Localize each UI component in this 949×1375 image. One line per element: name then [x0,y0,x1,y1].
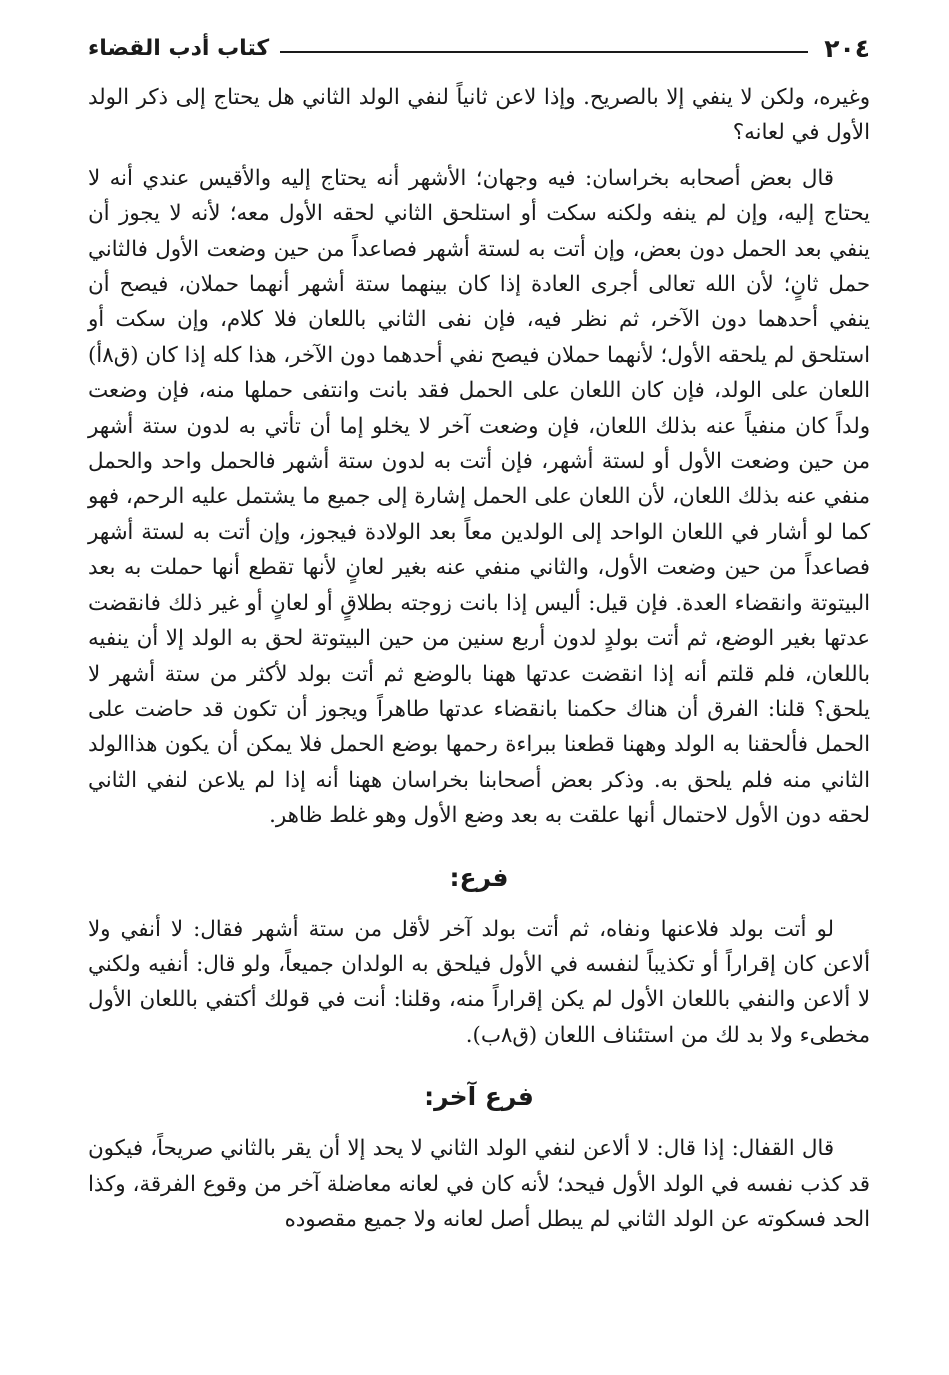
paragraph-continuation: وغيره، ولكن لا ينفي إلا بالصريح. وإذا لاعن ثانياً لنفي الولد الثاني هل يحتاج إلى ذكر الولد الأول في لعانه؟ [88,85,870,146]
paragraph-another-branch: قال القفال: إذا قال: لا ألاعن لنفي الولد الثاني لا يحد إلا أن يقر بالثاني صريحاً، فيكون قد كذب نفسه في الولد الأول فيحد؛ لأنه كان في لعانه معاضلة آخر من وقوع الفرقة، وكذا الحد فسكوته عن الولد الثاني لم يبطل أصل لعانه ولا جميع مقصوده [88,1136,870,1232]
page-number: ٢٠٤ [824,34,870,63]
paragraph-main-discussion: قال بعض أصحابه بخراسان: فيه وجهان؛ الأشهر أنه يحتاج إليه والأقيس عندي أنه لا يحتاج إليه، وإن لم ينفه ولكنه سكت أو استلحق الثاني لحقه الأول معه؛ لأنه لا يجوز أن ينفي بعد الحمل دون بعض، وإن أتت به لستة أشهر فصاعداً من حين وضعت الأول فالثاني حمل ثانٍ؛ لأن الله تعالى أجرى العادة إذا كان بينهما ستة أشهر أنهما حملان، فيصح أن ينفي أحدهما دون الآخر، ثم نظر فيه، فإن نفى الثاني باللعان فلا كلام، وإن سكت أو استلحق لم يلحقه الأول؛ لأنهما حملان فيصح نفي أحدهما دون الآخر، هذا كله إذا كان (ق٨أ) اللعان على الولد، فإن كان اللعان على الحمل فقد بانت وانتفى حملها منه، فإن وضعت ولداً كان منفياً عنه بذلك اللعان، فإن وضعت آخر لا يخلو إما أن تأتي به لدون ستة أشهر من حين وضعت الأول أو لستة أشهر، فإن أتت به لدون ستة أشهر فالحمل واحد والحمل منفي عنه بذلك اللعان، لأن اللعان على الحمل إشارة إلى جميع ما يشتمل عليه الرحم، فهو كما لو أشار في اللعان الواحد إلى الولدين معاً بعد الولادة فيجوز، وإن أتت به لستة أشهر فصاعداً من حين وضعت الأول، والثاني منفي عنه بغير لعانٍ لأنها تقطع أنها حملت به بعد البيتوتة وانقضاء العدة. فإن قيل: أليس إذا بانت زوجته بطلاقٍ أو لعانٍ أو غير ذلك فانقضت عدتها بغير الوضع، ثم أتت بولدٍ لدون أربع سنين من حين البيتوتة لحق به الولد إلا أن ينفيه باللعان، فلم قلتم أنه إذا انقضت عدتها ههنا بالوضع ثم أتت بولد لأكثر من ستة أشهر لا يلحق؟ قلنا: الفرق أن هناك حكمنا بانقضاء عدتها طاهراً ويجوز أن تكون قد حاضت على الحمل فألحقنا به الولد وههنا قطعنا ببراءة رحمها بوضع الحمل فلا يمكن أن يكون هذاالولد الثاني منه فلم يلحق به. وذكر بعض أصحابنا بخراسان ههنا أنه إذا لم يلاعن لنفي الثاني لحقه دون الأول لاحتمال أنها علقت به بعد وضع الأول وهو غلط ظاهر. [88,165,870,829]
section-heading-another-branch: فرع آخر: [424,1082,534,1112]
book-page [88,30,870,1247]
paragraph-branch: لو أتت بولد فلاعنها ونفاه، ثم أتت بولد آخر لأقل من ستة أشهر فقال: لا أنفي ولا ألاعن كان إقراراً أو تكذيباً لنفسه في الأول فيلحق به الولدان جميعاً، ولو قال: أنفيه ولكني لا ألاعن والنفي باللعان الأول لم يكن إقراراً منه، وقلنا: أنت في قولك أكتفي باللعان الأول مخطىء ولا بد لك من استئناف اللعان (ق٨ب). [88,916,870,1048]
header-rule [280,51,808,53]
book-title: كتاب أدب القضاء [88,36,270,61]
section-heading-branch: فرع: [449,862,509,892]
page-body [88,80,870,1237]
running-header [88,30,870,70]
